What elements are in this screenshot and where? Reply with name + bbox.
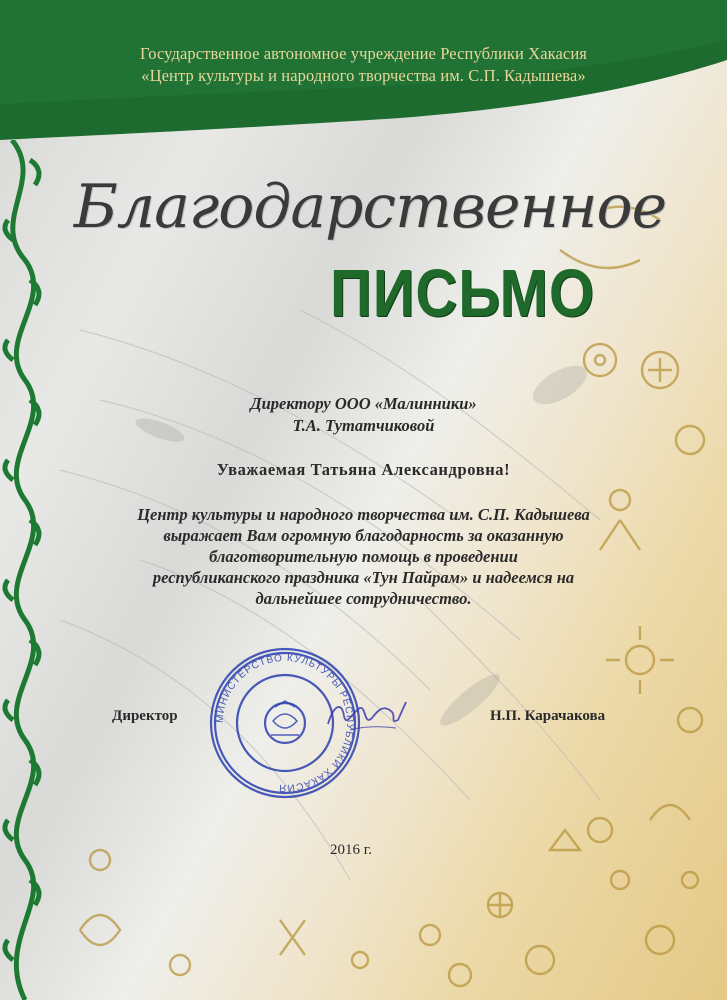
- body-line: республиканского праздника «Тун Пайрам» и надеемся на: [152, 568, 575, 587]
- stamp-text: МИНИСТЕРСТВО КУЛЬТУРЫ РЕСПУБЛИКИ ХАКАСИЯ: [214, 652, 356, 794]
- greeting: Уважаемая Татьяна Александровна!: [216, 460, 511, 479]
- title-bold: ПИСЬМО: [330, 256, 595, 331]
- org-name-line2: «Центр культуры и народного творчества им. С.П. Кадышева»: [141, 66, 586, 85]
- org-name-line1: Государственное автономное учреждение Республики Хакасия: [140, 44, 587, 63]
- addressee-line1: Директору ООО «Малинники»: [250, 394, 477, 413]
- body-line: благотворительную помощь в проведении: [209, 547, 518, 566]
- body-line: Центр культуры и народного творчества им. С.П. Кадышева: [137, 505, 590, 524]
- addressee-line2: Т.А. Тутатчиковой: [292, 416, 435, 435]
- body-line: выражает Вам огромную благодарность за оказанную: [163, 526, 564, 545]
- letter-date: 2016 г.: [330, 842, 372, 858]
- signatory-name: Н.П. Карачакова: [490, 708, 606, 724]
- header-band: [0, 0, 727, 140]
- body-line: дальнейшее сотрудничество.: [255, 589, 472, 608]
- title-script: Благодарственное: [73, 172, 667, 242]
- signatory-position: Директор: [112, 708, 178, 724]
- handwritten-signature: [320, 690, 410, 740]
